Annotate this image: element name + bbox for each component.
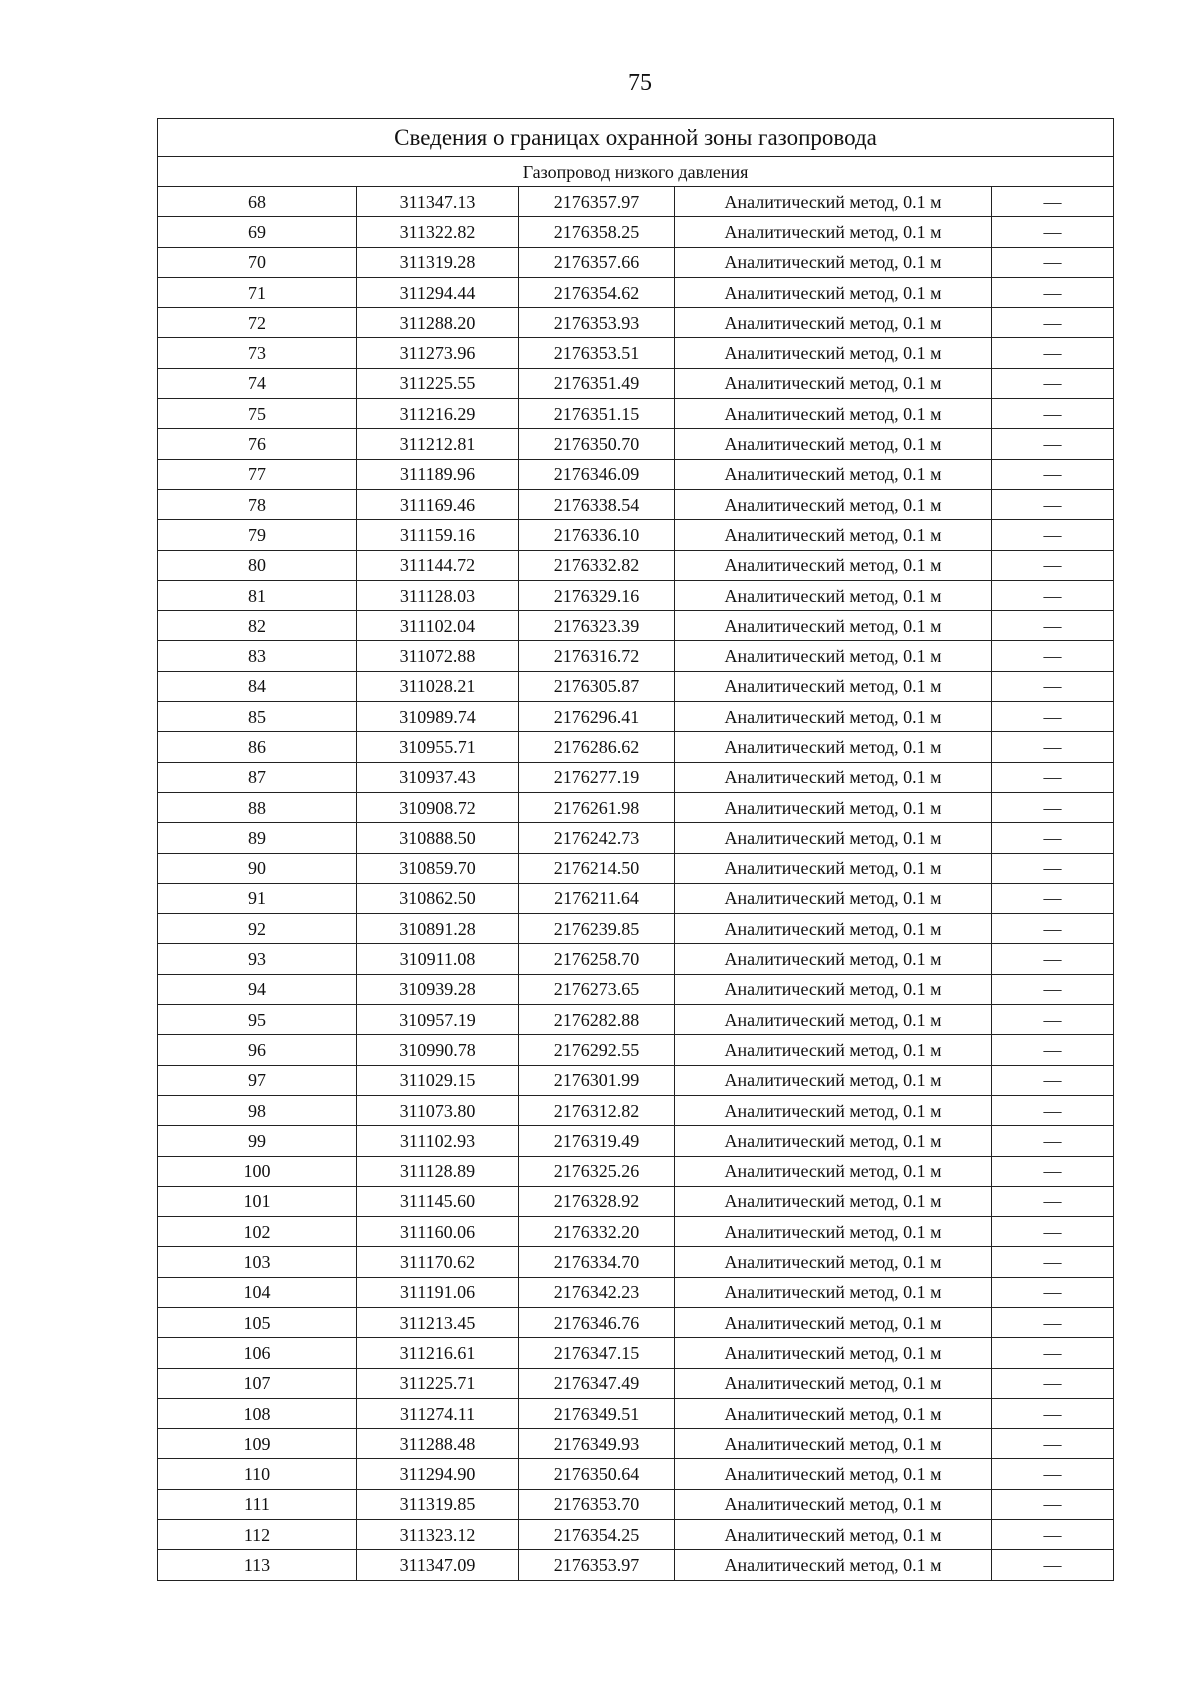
coord-x-cell: 311288.20 <box>357 308 519 338</box>
coord-y-cell: 2176354.62 <box>519 277 675 307</box>
coord-y-cell: 2176350.64 <box>519 1459 675 1489</box>
coord-y-cell: 2176347.49 <box>519 1368 675 1398</box>
note-cell: — <box>992 792 1114 822</box>
point-number-cell: 88 <box>158 792 357 822</box>
table-row <box>158 550 1114 580</box>
table-row <box>158 1368 1114 1398</box>
method-cell: Аналитический метод, 0.1 м <box>675 429 992 459</box>
note-cell: — <box>992 1398 1114 1428</box>
method-cell: Аналитический метод, 0.1 м <box>675 368 992 398</box>
note-cell: — <box>992 1005 1114 1035</box>
point-number-cell: 77 <box>158 459 357 489</box>
point-number-cell: 86 <box>158 732 357 762</box>
table-row <box>158 429 1114 459</box>
note-cell: — <box>992 1035 1114 1065</box>
note-cell: — <box>992 732 1114 762</box>
coord-y-cell: 2176261.98 <box>519 792 675 822</box>
method-cell: Аналитический метод, 0.1 м <box>675 1156 992 1186</box>
table-subtitle: Газопровод низкого давления <box>158 157 1114 187</box>
note-cell: — <box>992 1156 1114 1186</box>
method-cell: Аналитический метод, 0.1 м <box>675 641 992 671</box>
note-cell: — <box>992 762 1114 792</box>
coord-x-cell: 311028.21 <box>357 671 519 701</box>
method-cell: Аналитический метод, 0.1 м <box>675 1095 992 1125</box>
coord-x-cell: 311225.71 <box>357 1368 519 1398</box>
table-row <box>158 1217 1114 1247</box>
coord-x-cell: 310955.71 <box>357 732 519 762</box>
coord-y-cell: 2176336.10 <box>519 520 675 550</box>
point-number-cell: 87 <box>158 762 357 792</box>
point-number-cell: 74 <box>158 368 357 398</box>
table-row <box>158 217 1114 247</box>
point-number-cell: 106 <box>158 1338 357 1368</box>
coord-x-cell: 311191.06 <box>357 1277 519 1307</box>
coord-y-cell: 2176349.51 <box>519 1398 675 1428</box>
point-number-cell: 76 <box>158 429 357 459</box>
note-cell: — <box>992 580 1114 610</box>
table-row <box>158 489 1114 519</box>
note-cell: — <box>992 489 1114 519</box>
note-cell: — <box>992 1550 1114 1580</box>
coord-x-cell: 311145.60 <box>357 1186 519 1216</box>
point-number-cell: 102 <box>158 1217 357 1247</box>
table-row <box>158 1307 1114 1337</box>
note-cell: — <box>992 671 1114 701</box>
table-row <box>158 1550 1114 1580</box>
note-cell: — <box>992 914 1114 944</box>
coord-x-cell: 311216.61 <box>357 1338 519 1368</box>
note-cell: — <box>992 1186 1114 1216</box>
point-number-cell: 109 <box>158 1429 357 1459</box>
coord-y-cell: 2176328.92 <box>519 1186 675 1216</box>
point-number-cell: 104 <box>158 1277 357 1307</box>
coord-y-cell: 2176319.49 <box>519 1126 675 1156</box>
note-cell: — <box>992 520 1114 550</box>
table-row <box>158 459 1114 489</box>
table-row <box>158 611 1114 641</box>
coord-y-cell: 2176323.39 <box>519 611 675 641</box>
coord-y-cell: 2176342.23 <box>519 1277 675 1307</box>
note-cell: — <box>992 399 1114 429</box>
coord-x-cell: 310989.74 <box>357 702 519 732</box>
method-cell: Аналитический метод, 0.1 м <box>675 580 992 610</box>
point-number-cell: 113 <box>158 1550 357 1580</box>
point-number-cell: 68 <box>158 187 357 217</box>
coord-y-cell: 2176354.25 <box>519 1520 675 1550</box>
page-number: 75 <box>628 70 652 96</box>
method-cell: Аналитический метод, 0.1 м <box>675 1277 992 1307</box>
method-cell: Аналитический метод, 0.1 м <box>675 823 992 853</box>
method-cell: Аналитический метод, 0.1 м <box>675 277 992 307</box>
coord-y-cell: 2176346.09 <box>519 459 675 489</box>
note-cell: — <box>992 338 1114 368</box>
note-cell: — <box>992 853 1114 883</box>
coord-x-cell: 311294.90 <box>357 1459 519 1489</box>
coord-x-cell: 311273.96 <box>357 338 519 368</box>
table-row <box>158 671 1114 701</box>
table-row <box>158 702 1114 732</box>
point-number-cell: 89 <box>158 823 357 853</box>
coord-x-cell: 311128.89 <box>357 1156 519 1186</box>
coord-x-cell: 311216.29 <box>357 399 519 429</box>
table-row <box>158 914 1114 944</box>
note-cell: — <box>992 974 1114 1004</box>
coord-y-cell: 2176211.64 <box>519 883 675 913</box>
table-row <box>158 1095 1114 1125</box>
coord-y-cell: 2176349.93 <box>519 1429 675 1459</box>
table-row <box>158 974 1114 1004</box>
note-cell: — <box>992 368 1114 398</box>
point-number-cell: 97 <box>158 1065 357 1095</box>
coord-x-cell: 311213.45 <box>357 1307 519 1337</box>
point-number-cell: 93 <box>158 944 357 974</box>
coord-y-cell: 2176332.20 <box>519 1217 675 1247</box>
table-row <box>158 399 1114 429</box>
point-number-cell: 108 <box>158 1398 357 1428</box>
method-cell: Аналитический метод, 0.1 м <box>675 1005 992 1035</box>
point-number-cell: 100 <box>158 1156 357 1186</box>
table-row <box>158 277 1114 307</box>
coord-y-cell: 2176332.82 <box>519 550 675 580</box>
point-number-cell: 111 <box>158 1489 357 1519</box>
table-row <box>158 823 1114 853</box>
point-number-cell: 103 <box>158 1247 357 1277</box>
note-cell: — <box>992 702 1114 732</box>
method-cell: Аналитический метод, 0.1 м <box>675 1459 992 1489</box>
method-cell: Аналитический метод, 0.1 м <box>675 1307 992 1337</box>
table-row <box>158 520 1114 550</box>
note-cell: — <box>992 429 1114 459</box>
point-number-cell: 71 <box>158 277 357 307</box>
method-cell: Аналитический метод, 0.1 м <box>675 217 992 247</box>
method-cell: Аналитический метод, 0.1 м <box>675 792 992 822</box>
point-number-cell: 80 <box>158 550 357 580</box>
point-number-cell: 107 <box>158 1368 357 1398</box>
method-cell: Аналитический метод, 0.1 м <box>675 1520 992 1550</box>
method-cell: Аналитический метод, 0.1 м <box>675 1247 992 1277</box>
table-row <box>158 338 1114 368</box>
note-cell: — <box>992 1065 1114 1095</box>
coord-x-cell: 311102.93 <box>357 1126 519 1156</box>
note-cell: — <box>992 1247 1114 1277</box>
coord-x-cell: 310891.28 <box>357 914 519 944</box>
coord-x-cell: 311212.81 <box>357 429 519 459</box>
coord-x-cell: 311294.44 <box>357 277 519 307</box>
method-cell: Аналитический метод, 0.1 м <box>675 1429 992 1459</box>
coord-x-cell: 311159.16 <box>357 520 519 550</box>
method-cell: Аналитический метод, 0.1 м <box>675 702 992 732</box>
coord-x-cell: 311322.82 <box>357 217 519 247</box>
note-cell: — <box>992 550 1114 580</box>
method-cell: Аналитический метод, 0.1 м <box>675 1217 992 1247</box>
method-cell: Аналитический метод, 0.1 м <box>675 247 992 277</box>
note-cell: — <box>992 1307 1114 1337</box>
coord-y-cell: 2176358.25 <box>519 217 675 247</box>
coord-y-cell: 2176329.16 <box>519 580 675 610</box>
table-row <box>158 308 1114 338</box>
method-cell: Аналитический метод, 0.1 м <box>675 1368 992 1398</box>
note-cell: — <box>992 944 1114 974</box>
note-cell: — <box>992 1277 1114 1307</box>
coord-x-cell: 311169.46 <box>357 489 519 519</box>
coord-x-cell: 311029.15 <box>357 1065 519 1095</box>
method-cell: Аналитический метод, 0.1 м <box>675 611 992 641</box>
point-number-cell: 90 <box>158 853 357 883</box>
point-number-cell: 95 <box>158 1005 357 1035</box>
coord-x-cell: 311323.12 <box>357 1520 519 1550</box>
coord-y-cell: 2176353.93 <box>519 308 675 338</box>
table-subtitle-row <box>158 157 1114 187</box>
table-row <box>158 187 1114 217</box>
coord-x-cell: 311073.80 <box>357 1095 519 1125</box>
coord-y-cell: 2176301.99 <box>519 1065 675 1095</box>
coord-y-cell: 2176357.97 <box>519 187 675 217</box>
point-number-cell: 83 <box>158 641 357 671</box>
coord-x-cell: 311144.72 <box>357 550 519 580</box>
coord-x-cell: 311319.85 <box>357 1489 519 1519</box>
coord-x-cell: 310911.08 <box>357 944 519 974</box>
method-cell: Аналитический метод, 0.1 м <box>675 187 992 217</box>
note-cell: — <box>992 1368 1114 1398</box>
table-row <box>158 580 1114 610</box>
note-cell: — <box>992 1489 1114 1519</box>
method-cell: Аналитический метод, 0.1 м <box>675 974 992 1004</box>
coord-x-cell: 311160.06 <box>357 1217 519 1247</box>
method-cell: Аналитический метод, 0.1 м <box>675 1489 992 1519</box>
table-row <box>158 853 1114 883</box>
coord-x-cell: 310937.43 <box>357 762 519 792</box>
coord-x-cell: 311072.88 <box>357 641 519 671</box>
point-number-cell: 91 <box>158 883 357 913</box>
point-number-cell: 112 <box>158 1520 357 1550</box>
coord-y-cell: 2176353.97 <box>519 1550 675 1580</box>
table-row <box>158 1126 1114 1156</box>
table-row <box>158 792 1114 822</box>
coord-x-cell: 311225.55 <box>357 368 519 398</box>
method-cell: Аналитический метод, 0.1 м <box>675 762 992 792</box>
table-row <box>158 732 1114 762</box>
coord-y-cell: 2176292.55 <box>519 1035 675 1065</box>
note-cell: — <box>992 277 1114 307</box>
table-row <box>158 1489 1114 1519</box>
table-row <box>158 1065 1114 1095</box>
coord-y-cell: 2176312.82 <box>519 1095 675 1125</box>
coord-y-cell: 2176353.51 <box>519 338 675 368</box>
coord-y-cell: 2176353.70 <box>519 1489 675 1519</box>
coord-y-cell: 2176286.62 <box>519 732 675 762</box>
method-cell: Аналитический метод, 0.1 м <box>675 308 992 338</box>
point-number-cell: 99 <box>158 1126 357 1156</box>
coord-x-cell: 311189.96 <box>357 459 519 489</box>
table-title: Сведения о границах охранной зоны газопровода <box>158 119 1114 157</box>
method-cell: Аналитический метод, 0.1 м <box>675 1065 992 1095</box>
table-row <box>158 1035 1114 1065</box>
note-cell: — <box>992 308 1114 338</box>
coord-y-cell: 2176242.73 <box>519 823 675 853</box>
coord-y-cell: 2176277.19 <box>519 762 675 792</box>
coord-y-cell: 2176258.70 <box>519 944 675 974</box>
table-row <box>158 944 1114 974</box>
method-cell: Аналитический метод, 0.1 м <box>675 489 992 519</box>
table-row <box>158 641 1114 671</box>
table-row <box>158 1005 1114 1035</box>
point-number-cell: 72 <box>158 308 357 338</box>
method-cell: Аналитический метод, 0.1 м <box>675 883 992 913</box>
point-number-cell: 105 <box>158 1307 357 1337</box>
point-number-cell: 110 <box>158 1459 357 1489</box>
note-cell: — <box>992 611 1114 641</box>
coord-y-cell: 2176351.15 <box>519 399 675 429</box>
point-number-cell: 79 <box>158 520 357 550</box>
method-cell: Аналитический метод, 0.1 м <box>675 338 992 368</box>
coord-x-cell: 311128.03 <box>357 580 519 610</box>
table-row <box>158 1338 1114 1368</box>
note-cell: — <box>992 247 1114 277</box>
coord-y-cell: 2176325.26 <box>519 1156 675 1186</box>
point-number-cell: 84 <box>158 671 357 701</box>
point-number-cell: 75 <box>158 399 357 429</box>
coord-x-cell: 310908.72 <box>357 792 519 822</box>
method-cell: Аналитический метод, 0.1 м <box>675 550 992 580</box>
note-cell: — <box>992 1338 1114 1368</box>
coord-y-cell: 2176338.54 <box>519 489 675 519</box>
coord-y-cell: 2176214.50 <box>519 853 675 883</box>
note-cell: — <box>992 459 1114 489</box>
method-cell: Аналитический метод, 0.1 м <box>675 459 992 489</box>
coord-x-cell: 311274.11 <box>357 1398 519 1428</box>
method-cell: Аналитический метод, 0.1 м <box>675 399 992 429</box>
note-cell: — <box>992 217 1114 247</box>
coord-x-cell: 311288.48 <box>357 1429 519 1459</box>
method-cell: Аналитический метод, 0.1 м <box>675 520 992 550</box>
method-cell: Аналитический метод, 0.1 м <box>675 671 992 701</box>
table-row <box>158 1459 1114 1489</box>
coord-y-cell: 2176282.88 <box>519 1005 675 1035</box>
coord-x-cell: 311347.13 <box>357 187 519 217</box>
note-cell: — <box>992 1520 1114 1550</box>
point-number-cell: 92 <box>158 914 357 944</box>
coord-y-cell: 2176273.65 <box>519 974 675 1004</box>
table-row <box>158 1429 1114 1459</box>
table-body <box>158 119 1114 1581</box>
coord-x-cell: 310888.50 <box>357 823 519 853</box>
coord-x-cell: 311347.09 <box>357 1550 519 1580</box>
table-row <box>158 1398 1114 1428</box>
note-cell: — <box>992 1126 1114 1156</box>
coord-x-cell: 310990.78 <box>357 1035 519 1065</box>
coord-x-cell: 310957.19 <box>357 1005 519 1035</box>
table-row <box>158 1277 1114 1307</box>
method-cell: Аналитический метод, 0.1 м <box>675 1398 992 1428</box>
coord-x-cell: 311170.62 <box>357 1247 519 1277</box>
note-cell: — <box>992 823 1114 853</box>
coord-y-cell: 2176296.41 <box>519 702 675 732</box>
note-cell: — <box>992 641 1114 671</box>
point-number-cell: 85 <box>158 702 357 732</box>
method-cell: Аналитический метод, 0.1 м <box>675 1338 992 1368</box>
coord-y-cell: 2176239.85 <box>519 914 675 944</box>
coord-x-cell: 311319.28 <box>357 247 519 277</box>
note-cell: — <box>992 883 1114 913</box>
point-number-cell: 78 <box>158 489 357 519</box>
note-cell: — <box>992 1217 1114 1247</box>
table-row <box>158 1520 1114 1550</box>
method-cell: Аналитический метод, 0.1 м <box>675 732 992 762</box>
point-number-cell: 70 <box>158 247 357 277</box>
point-number-cell: 73 <box>158 338 357 368</box>
table-row <box>158 1156 1114 1186</box>
coord-x-cell: 310939.28 <box>357 974 519 1004</box>
protection-zone-table <box>157 118 1114 1581</box>
point-number-cell: 101 <box>158 1186 357 1216</box>
table-title-row <box>158 119 1114 157</box>
coord-y-cell: 2176351.49 <box>519 368 675 398</box>
coord-x-cell: 310859.70 <box>357 853 519 883</box>
method-cell: Аналитический метод, 0.1 м <box>675 1186 992 1216</box>
point-number-cell: 96 <box>158 1035 357 1065</box>
table-row <box>158 762 1114 792</box>
note-cell: — <box>992 1459 1114 1489</box>
coord-x-cell: 311102.04 <box>357 611 519 641</box>
coord-y-cell: 2176357.66 <box>519 247 675 277</box>
method-cell: Аналитический метод, 0.1 м <box>675 914 992 944</box>
method-cell: Аналитический метод, 0.1 м <box>675 1035 992 1065</box>
point-number-cell: 81 <box>158 580 357 610</box>
note-cell: — <box>992 1095 1114 1125</box>
coord-y-cell: 2176346.76 <box>519 1307 675 1337</box>
coord-x-cell: 310862.50 <box>357 883 519 913</box>
table-row <box>158 1247 1114 1277</box>
point-number-cell: 82 <box>158 611 357 641</box>
method-cell: Аналитический метод, 0.1 м <box>675 1550 992 1580</box>
table-row <box>158 883 1114 913</box>
point-number-cell: 69 <box>158 217 357 247</box>
table-row <box>158 247 1114 277</box>
method-cell: Аналитический метод, 0.1 м <box>675 853 992 883</box>
method-cell: Аналитический метод, 0.1 м <box>675 1126 992 1156</box>
coord-y-cell: 2176305.87 <box>519 671 675 701</box>
point-number-cell: 98 <box>158 1095 357 1125</box>
note-cell: — <box>992 187 1114 217</box>
coord-y-cell: 2176350.70 <box>519 429 675 459</box>
coord-y-cell: 2176316.72 <box>519 641 675 671</box>
point-number-cell: 94 <box>158 974 357 1004</box>
method-cell: Аналитический метод, 0.1 м <box>675 944 992 974</box>
coord-y-cell: 2176347.15 <box>519 1338 675 1368</box>
table-row <box>158 368 1114 398</box>
coord-y-cell: 2176334.70 <box>519 1247 675 1277</box>
note-cell: — <box>992 1429 1114 1459</box>
table-row <box>158 1186 1114 1216</box>
